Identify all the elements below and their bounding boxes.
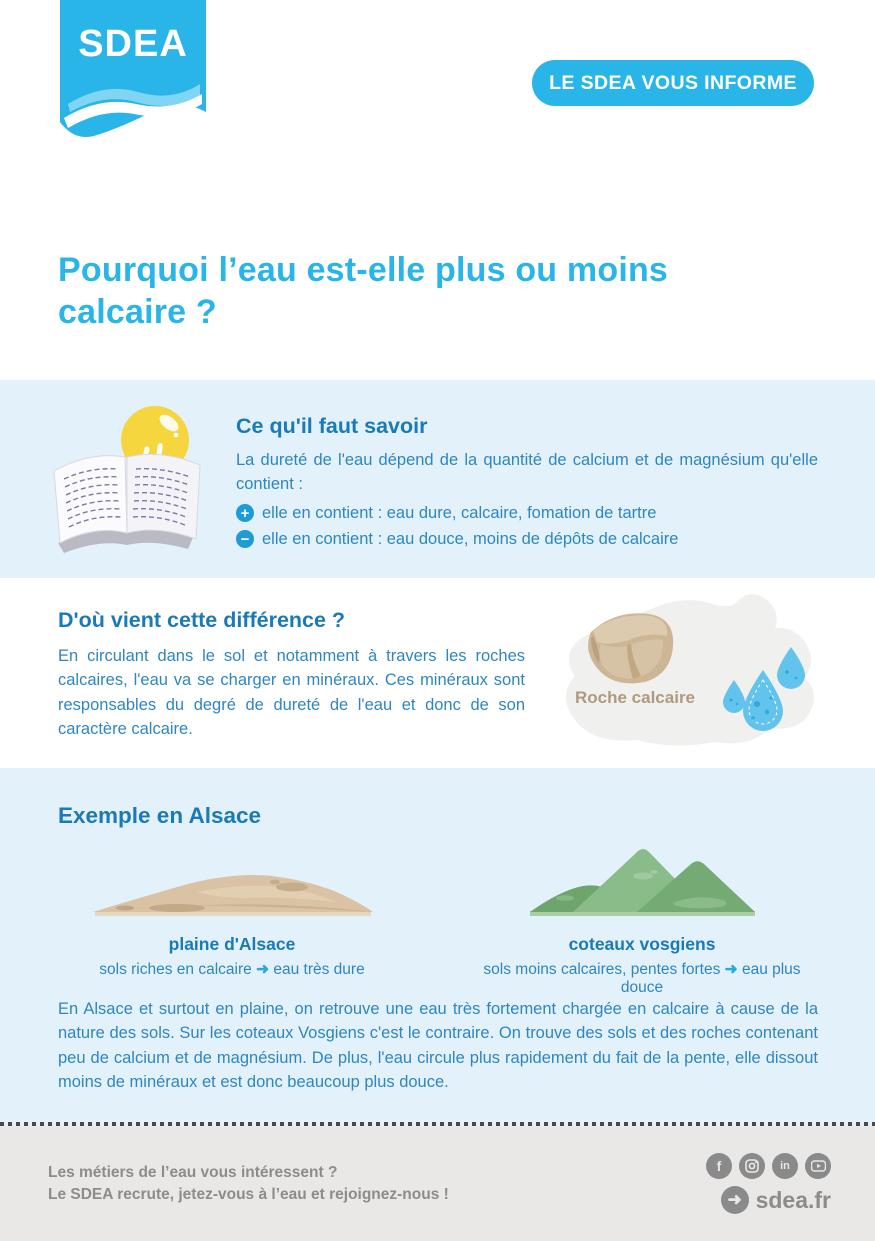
youtube-icon[interactable] bbox=[805, 1153, 831, 1179]
bullet-soft-water-label: elle en contient : eau douce, moins de dépôts de calcaire bbox=[262, 529, 679, 548]
linkedin-icon[interactable] bbox=[772, 1153, 798, 1179]
vosges-subtitle bbox=[462, 960, 822, 997]
green-mountains-icon bbox=[462, 848, 822, 920]
bullet-soft-water bbox=[236, 530, 818, 549]
instagram-icon[interactable] bbox=[739, 1153, 765, 1179]
minus-circle-icon: − bbox=[236, 530, 254, 548]
difference-heading: D'où vient cette différence ? bbox=[58, 608, 346, 632]
social-links bbox=[706, 1153, 831, 1179]
sdea-logo-flag-icon bbox=[60, 0, 206, 146]
facebook-icon[interactable] bbox=[706, 1153, 732, 1179]
alsace-body: En Alsace et surtout en plaine, on retrouve une eau très fortement chargée en calcaire à cause de la nature des sols. Sur les coteaux Vosgiens c'est le contraire. On trouve des sols et des roches contenant peu de calcium et de magnésium. De plus, l'eau circule plus rapidement du fait de la pente, elle dissout moins de minéraux et est donc beaucoup plus douce. bbox=[58, 1000, 818, 1092]
info-badge bbox=[532, 60, 814, 106]
footer-recruiting-text bbox=[48, 1162, 449, 1206]
site-label: sdea.fr bbox=[755, 1186, 831, 1213]
plain-title: plaine d'Alsace bbox=[168, 934, 296, 954]
book-lightbulb-icon bbox=[42, 393, 212, 561]
difference-body: En circulant dans le sol et notamment à travers les roches calcaires, l'eau va se charger en minéraux. Ces minéraux sont responsables du degré de dureté de l'eau et donc de son caractère calcaire. bbox=[58, 647, 525, 739]
rock-illustration-label: Roche calcaire bbox=[575, 688, 696, 707]
vosges-subtitle-before: sols moins calcaires, pentes fortes bbox=[483, 961, 721, 978]
plain-hill-icon bbox=[52, 848, 412, 920]
arrow-icon: ➜ bbox=[256, 961, 270, 978]
vosges-hills-column bbox=[462, 848, 822, 997]
footer-line1: Les métiers de l’eau vous intéressent ? bbox=[48, 1164, 338, 1181]
footer bbox=[0, 1126, 875, 1241]
plain-subtitle bbox=[52, 960, 412, 979]
savoir-intro: La dureté de l'eau dépend de la quantité de calcium et de magnésium qu'elle contient : bbox=[236, 451, 818, 494]
info-badge-label: LE SDEA VOUS INFORME bbox=[549, 71, 797, 94]
facebook-glyph: f bbox=[716, 1158, 722, 1174]
sdea-logo bbox=[60, 0, 206, 146]
savoir-content bbox=[236, 414, 818, 549]
plus-circle-icon: + bbox=[236, 504, 254, 522]
plain-subtitle-after: eau très dure bbox=[273, 961, 365, 978]
savoir-heading: Ce qu'il faut savoir bbox=[236, 414, 428, 438]
vosges-title: coteaux vosgiens bbox=[568, 934, 716, 954]
page-title: Pourquoi l’eau est-elle plus ou moins calcaire ? bbox=[58, 250, 669, 331]
bullet-hard-water bbox=[236, 504, 818, 523]
limestone-rock-icon bbox=[553, 592, 821, 750]
arrow-icon: ➜ bbox=[724, 961, 738, 978]
bullet-hard-water-label: elle en contient : eau dure, calcaire, fomation de tartre bbox=[262, 503, 657, 522]
vosges-subtitle-after: eau plus douce bbox=[620, 961, 801, 996]
footer-line2: Le SDEA recrute, jetez-vous à l’eau et rejoignez-nous ! bbox=[48, 1186, 449, 1203]
sdea-site-link[interactable] bbox=[721, 1186, 831, 1214]
svg-text:SDEA: SDEA bbox=[78, 23, 188, 65]
linkedin-glyph: in bbox=[780, 1160, 790, 1172]
plain-subtitle-before: sols riches en calcaire bbox=[99, 961, 252, 978]
alsace-heading: Exemple en Alsace bbox=[58, 803, 262, 828]
alsace-plain-column bbox=[52, 848, 412, 979]
arrow-circle-icon: ➜ bbox=[721, 1186, 749, 1214]
